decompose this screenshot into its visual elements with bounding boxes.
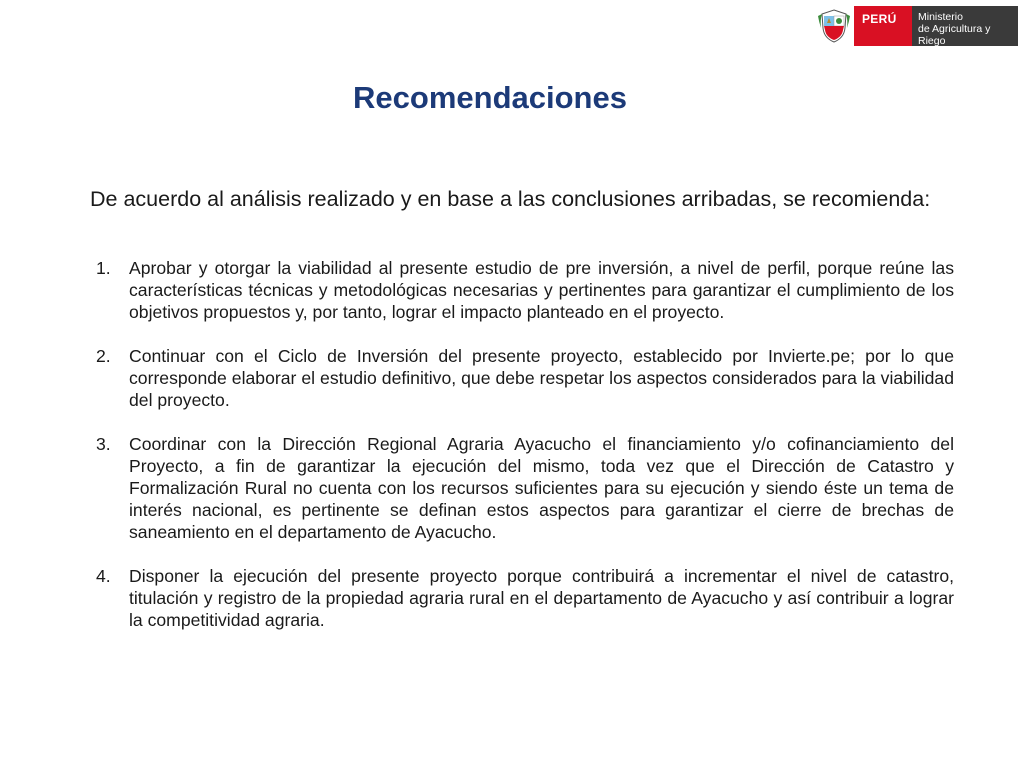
logo-ministry-label: [912, 6, 1018, 46]
list-item: [96, 433, 954, 543]
page-title: Recomendaciones: [353, 80, 627, 115]
list-item-text: Continuar con el Ciclo de Inversión del presente proyecto, establecido por Invierte.pe; por lo que corresponde elaborar el estudio definitivo, que debe respetar los aspectos considerados para la viabilidad del proyecto.: [129, 346, 954, 410]
list-item-text: Aprobar y otorgar la viabilidad al presente estudio de pre inversión, a nivel de perfil, porque reúne las características técnicas y metodológicas necesarias y pertinentes para garantizar el cumplimiento de los objetivos propuestos y, por tanto, lograr el impacto planteado en el proyecto.: [129, 258, 954, 322]
list-item-number: 1.: [96, 258, 111, 278]
logo-ministry-line1: Ministerio: [918, 11, 963, 23]
list-item: [96, 345, 954, 411]
logo-country-label: PERÚ: [854, 6, 912, 46]
list-item-number: 2.: [96, 346, 111, 366]
recommendations-list: [96, 257, 954, 653]
ministry-logo: [818, 6, 1018, 46]
list-item: [96, 257, 954, 323]
list-item-text: Coordinar con la Dirección Regional Agraria Ayacucho el financiamiento y/o cofinanciamiento del Proyecto, a fin de garantizar la ejecución del mismo, toda vez que el Dirección de Catastro y Formalización Rural no cuenta con los recursos suficientes para su ejecución y siendo éste un tema de interés nacional, es pertinente se definan estos aspectos para garantizar el cierre de brechas de saneamiento en el departamento de Ayacucho.: [129, 434, 954, 542]
intro-paragraph: De acuerdo al análisis realizado y en base a las conclusiones arribadas, se recomienda:: [90, 187, 931, 211]
list-item-number: 4.: [96, 566, 111, 586]
list-item-number: 3.: [96, 434, 111, 454]
list-item-text: Disponer la ejecución del presente proyecto porque contribuirá a incrementar el nivel de catastro, titulación y registro de la propiedad agraria rural en el departamento de Ayacucho y así contribuir a lograr la competitividad agraria.: [129, 566, 954, 630]
list-item: [96, 565, 954, 631]
logo-ministry-line2: de Agricultura y Riego: [918, 23, 991, 47]
coat-of-arms-icon: [818, 8, 850, 44]
